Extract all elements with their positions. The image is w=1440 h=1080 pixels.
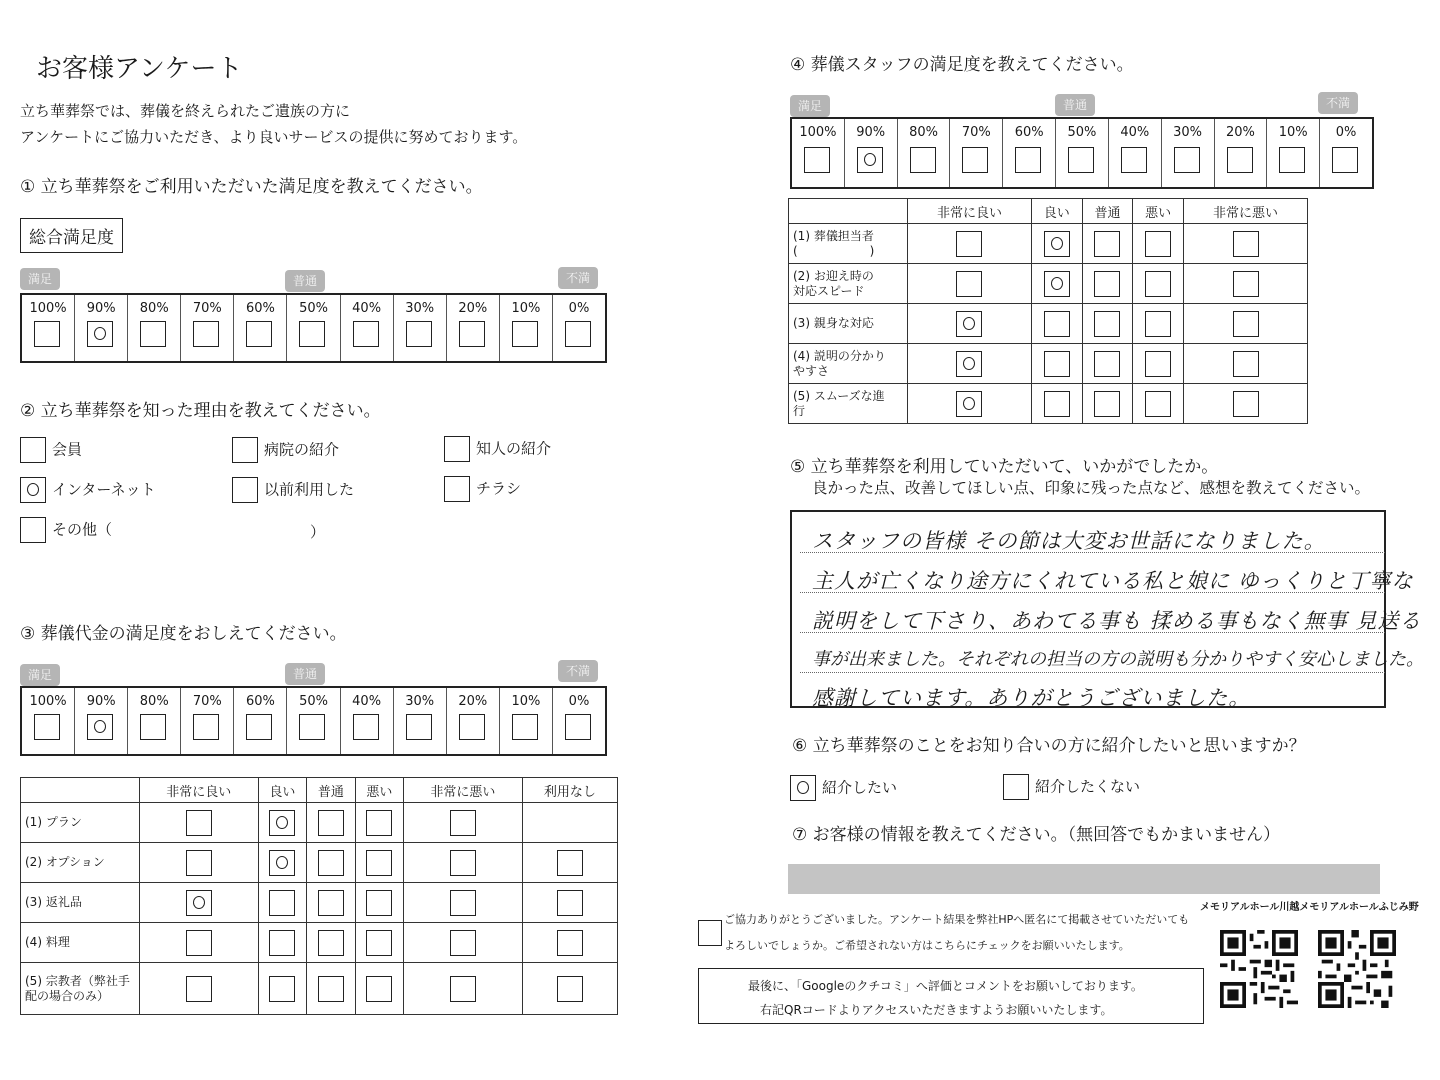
checkbox[interactable] — [186, 890, 212, 916]
q3-checkbox-70[interactable] — [193, 714, 219, 740]
option-member[interactable] — [20, 437, 82, 463]
checkbox[interactable] — [1044, 311, 1070, 337]
q1-checkbox-20[interactable] — [459, 321, 485, 347]
checkbox[interactable] — [366, 810, 392, 836]
scale-cell: 60% — [234, 295, 287, 361]
scale-cell: 0% — [553, 688, 605, 754]
q3-checkbox-30[interactable] — [406, 714, 432, 740]
option-label: チラシ — [476, 479, 522, 498]
q3-checkbox-80[interactable] — [140, 714, 166, 740]
consent-text-2: よろしいでしょうか。ご希望されない方はこちらにチェックをお願いいたします。 — [724, 939, 1130, 952]
q3-cost-satisfaction-scale — [20, 686, 607, 756]
checkbox[interactable] — [186, 810, 212, 836]
q3-checkbox-90[interactable] — [87, 714, 113, 740]
table-row — [789, 344, 1308, 384]
header-blank — [21, 778, 140, 803]
qr-code-icon[interactable] — [1220, 930, 1298, 1008]
col-header: 普通 — [1082, 199, 1133, 224]
checkbox[interactable] — [444, 436, 470, 462]
q4-checkbox-0[interactable] — [1332, 147, 1358, 173]
row-label: (1) 葬儀担当者 ( ) — [789, 224, 908, 264]
checkbox[interactable] — [956, 231, 982, 257]
option-flyer[interactable] — [444, 476, 521, 502]
row-label: (1) プラン — [21, 803, 140, 843]
col-header: 非常に悪い — [404, 778, 523, 803]
checkbox[interactable] — [269, 850, 295, 876]
intro-line-2: アンケートにご協力いただき、より良いサービスの提供に努めております。 — [20, 128, 528, 146]
scale-cell: 10% — [1267, 119, 1320, 187]
checkbox[interactable] — [1145, 271, 1171, 297]
question-5: ⑤ 立ち華葬祭を利用していただいて、いかがでしたか。 — [790, 457, 1219, 477]
checkbox[interactable] — [269, 976, 295, 1002]
question-4: ④ 葬儀スタッフの満足度を教えてください。 — [790, 55, 1134, 75]
circle-mark — [276, 816, 288, 829]
scale-cell: 90% — [845, 119, 898, 187]
table-row — [21, 963, 618, 1015]
scale-cell: 10% — [500, 688, 553, 754]
scale-cell: 30% — [394, 688, 447, 754]
scale-cell: 100% — [22, 295, 75, 361]
option-label: 紹介したい — [822, 778, 898, 797]
checkbox[interactable] — [20, 437, 46, 463]
q3-cost-detail-table — [20, 777, 618, 1015]
checkbox[interactable] — [366, 890, 392, 916]
checkbox[interactable] — [450, 810, 476, 836]
normal-pill: 普通 — [285, 663, 325, 685]
scale-cell: 20% — [447, 688, 500, 754]
q4-checkbox-10[interactable] — [1279, 147, 1305, 173]
q4-checkbox-70[interactable] — [962, 147, 988, 173]
checkbox[interactable] — [269, 810, 295, 836]
overall-satisfaction-label: 総合満足度 — [20, 218, 123, 253]
checkbox[interactable] — [1044, 351, 1070, 377]
checkbox[interactable] — [1145, 351, 1171, 377]
checkbox[interactable] — [444, 476, 470, 502]
scale-cell: 20% — [1215, 119, 1268, 187]
col-header: 非常に悪い — [1184, 199, 1308, 224]
option-recommend-no[interactable] — [1003, 774, 1140, 800]
q1-checkbox-10[interactable] — [512, 321, 538, 347]
q1-satisfaction-scale — [20, 293, 607, 363]
circle-mark — [1051, 277, 1063, 290]
checkbox[interactable] — [1233, 231, 1259, 257]
col-header: 良い — [258, 778, 307, 803]
circle-mark — [963, 317, 975, 330]
checkbox[interactable] — [232, 477, 258, 503]
q4-checkbox-60[interactable] — [1015, 147, 1041, 173]
col-header: 普通 — [307, 778, 356, 803]
checkbox[interactable] — [1003, 774, 1029, 800]
q3-checkbox-60[interactable] — [246, 714, 272, 740]
circle-mark — [27, 483, 39, 496]
checkbox[interactable] — [269, 930, 295, 956]
qr-code-icon[interactable] — [1318, 930, 1396, 1008]
scale-cell: 70% — [950, 119, 1003, 187]
scale-cell: 30% — [394, 295, 447, 361]
q3-checkbox-20[interactable] — [459, 714, 485, 740]
row-label: (5) スムーズな進 行 — [789, 384, 908, 424]
option-other[interactable] — [20, 517, 112, 543]
checkbox[interactable] — [1233, 311, 1259, 337]
question-3: ③ 葬儀代金の満足度をおしえてください。 — [20, 624, 347, 644]
circle-mark — [193, 896, 205, 909]
question-2: ② 立ち華葬祭を知った理由を教えてください。 — [20, 401, 381, 421]
consent-checkbox[interactable] — [698, 920, 722, 946]
question-6: ⑥ 立ち華葬祭のことをお知り合いの方に紹介したいと思いますか？ — [792, 736, 1306, 756]
scale-cell: 50% — [287, 295, 340, 361]
checkbox[interactable] — [366, 976, 392, 1002]
table-row — [21, 883, 618, 923]
col-header: 非常に良い — [908, 199, 1032, 224]
circle-mark — [963, 397, 975, 410]
q3-checkbox-50[interactable] — [299, 714, 325, 740]
table-row — [21, 843, 618, 883]
checkbox[interactable] — [956, 391, 982, 417]
q1-checkbox-90[interactable] — [87, 321, 113, 347]
table-row — [21, 803, 618, 843]
checkbox[interactable] — [186, 930, 212, 956]
google-review-text-2: 右記QRコードよりアクセスいただきますようお願いいたします。 — [760, 1003, 1113, 1017]
scale-cell: 100% — [792, 119, 845, 187]
scale-cell: 10% — [500, 295, 553, 361]
question-1: ① 立ち華葬祭をご利用いただいた満足度を教えてください。 — [20, 177, 483, 197]
option-internet[interactable] — [20, 477, 156, 503]
checkbox[interactable] — [450, 850, 476, 876]
checkbox[interactable] — [366, 930, 392, 956]
q4-staff-satisfaction-scale — [790, 117, 1374, 189]
checkbox[interactable] — [557, 890, 583, 916]
circle-mark — [864, 153, 876, 166]
comment-line-4: 事が出来ました。それぞれの担当の方の説明も分かりやすく安心しました。 — [812, 649, 1424, 670]
option-label: 紹介したくない — [1035, 777, 1141, 796]
header-blank — [789, 199, 908, 224]
checkbox[interactable] — [1233, 271, 1259, 297]
checkbox[interactable] — [232, 437, 258, 463]
q4-checkbox-90[interactable] — [857, 147, 883, 173]
checkbox[interactable] — [450, 976, 476, 1002]
redacted-customer-info — [788, 864, 1380, 894]
checkbox[interactable] — [1044, 231, 1070, 257]
question-7: ⑦ お客様の情報を教えてください。（無回答でもかまいません） — [792, 825, 1281, 845]
checkbox[interactable] — [366, 850, 392, 876]
table-row — [789, 264, 1308, 304]
q4-checkbox-40[interactable] — [1121, 147, 1147, 173]
scale-cell: 40% — [341, 688, 394, 754]
option-previous-use[interactable] — [232, 477, 354, 503]
scale-cell: 0% — [553, 295, 605, 361]
comment-line-5: 感謝しています。ありがとうございました。 — [812, 686, 1251, 710]
row-label: (2) オプション — [21, 843, 140, 883]
q3-checkbox-0[interactable] — [565, 714, 591, 740]
checkbox[interactable] — [318, 810, 344, 836]
checkbox[interactable] — [318, 976, 344, 1002]
checkbox[interactable] — [1094, 311, 1120, 337]
checkbox[interactable] — [956, 271, 982, 297]
checkbox[interactable] — [318, 850, 344, 876]
table-row — [789, 384, 1308, 424]
option-label: 会員 — [52, 440, 83, 459]
scale-cell: 50% — [287, 688, 340, 754]
checkbox[interactable] — [20, 477, 46, 503]
table-row — [789, 304, 1308, 344]
option-label: 病院の紹介 — [264, 440, 340, 459]
scale-cell: 90% — [75, 688, 128, 754]
checkbox[interactable] — [956, 311, 982, 337]
checkbox[interactable] — [557, 850, 583, 876]
row-label: (5) 宗教者（弊社手配の場合のみ） — [21, 963, 140, 1015]
option-acquaintance[interactable] — [444, 436, 551, 462]
q4-staff-detail-table — [788, 198, 1308, 424]
dissatisfied-pill: 不満 — [1318, 92, 1358, 114]
q1-checkbox-100[interactable] — [34, 321, 60, 347]
circle-mark — [94, 327, 106, 340]
checkbox[interactable] — [318, 930, 344, 956]
col-header: 悪い — [355, 778, 404, 803]
col-header: 悪い — [1133, 199, 1184, 224]
col-header: 非常に良い — [140, 778, 259, 803]
checkbox[interactable] — [1094, 391, 1120, 417]
q3-checkbox-40[interactable] — [353, 714, 379, 740]
scale-cell: 40% — [341, 295, 394, 361]
q1-checkbox-40[interactable] — [353, 321, 379, 347]
option-recommend-yes[interactable] — [790, 775, 897, 801]
q3-checkbox-100[interactable] — [34, 714, 60, 740]
circle-mark — [963, 357, 975, 370]
comment-line-3: 説明をして下さり、あわてる事も 揉める事もなく無事 見送る — [812, 609, 1422, 633]
scale-cell: 100% — [22, 688, 75, 754]
checkbox[interactable] — [1044, 271, 1070, 297]
google-review-text-1: 最後に、「Googleのクチコミ」へ評価とコメントをお願いしております。 — [748, 979, 1143, 993]
q1-checkbox-30[interactable] — [406, 321, 432, 347]
checkbox[interactable] — [557, 930, 583, 956]
col-header: 利用なし — [522, 778, 617, 803]
scale-cell: 80% — [128, 295, 181, 361]
checkbox[interactable] — [1094, 271, 1120, 297]
q1-checkbox-60[interactable] — [246, 321, 272, 347]
intro-line-1: 立ち華葬祭では、葬儀を終えられたご遺族の方に — [20, 102, 351, 120]
row-label: (2) お迎え時の 対応スピード — [789, 264, 908, 304]
satisfied-pill: 満足 — [20, 664, 60, 686]
q1-checkbox-50[interactable] — [299, 321, 325, 347]
scale-cell: 60% — [1003, 119, 1056, 187]
circle-mark — [797, 781, 809, 794]
scale-cell: 0% — [1320, 119, 1372, 187]
q4-checkbox-80[interactable] — [910, 147, 936, 173]
checkbox[interactable] — [269, 890, 295, 916]
dissatisfied-pill: 不満 — [558, 267, 598, 289]
comment-line-1: スタッフの皆様 その節は大変お世話になりました。 — [812, 529, 1326, 553]
table-row — [21, 923, 618, 963]
checkbox[interactable] — [450, 890, 476, 916]
scale-cell: 70% — [181, 295, 234, 361]
option-hospital[interactable] — [232, 437, 339, 463]
checkbox[interactable] — [1044, 391, 1070, 417]
q4-checkbox-30[interactable] — [1174, 147, 1200, 173]
scale-cell: 80% — [128, 688, 181, 754]
checkbox[interactable] — [956, 351, 982, 377]
q1-checkbox-0[interactable] — [565, 321, 591, 347]
hall-names: メモリアルホール川越メモリアルホールふじみ野 — [1200, 902, 1419, 913]
other-close-paren: ） — [310, 523, 326, 541]
checkbox[interactable] — [1145, 231, 1171, 257]
scale-cell: 60% — [234, 688, 287, 754]
scale-cell: 30% — [1162, 119, 1215, 187]
q1-checkbox-70[interactable] — [193, 321, 219, 347]
checkbox[interactable] — [186, 976, 212, 1002]
option-label: その他（ — [52, 520, 113, 539]
comment-line-2: 主人が亡くなり途方にくれている私と娘に ゆっくりと丁寧な — [812, 569, 1414, 593]
normal-pill: 普通 — [1055, 94, 1095, 116]
scale-cell: 80% — [898, 119, 951, 187]
consent-text-1: ご協力ありがとうございました。アンケート結果を弊社HPへ匿名にて掲載させていただいても — [724, 913, 1190, 926]
normal-pill: 普通 — [285, 270, 325, 292]
option-label: インターネット — [52, 480, 156, 499]
checkbox[interactable] — [450, 930, 476, 956]
checkbox[interactable] — [557, 976, 583, 1002]
option-label: 知人の紹介 — [476, 439, 552, 458]
scale-cell: 50% — [1056, 119, 1109, 187]
checkbox[interactable] — [20, 517, 46, 543]
scale-cell: 20% — [447, 295, 500, 361]
satisfied-pill: 満足 — [790, 95, 830, 117]
q4-checkbox-50[interactable] — [1068, 147, 1094, 173]
scale-cell: 70% — [181, 688, 234, 754]
row-label: (4) 説明の分かり やすさ — [789, 344, 908, 384]
dissatisfied-pill: 不満 — [558, 660, 598, 682]
q1-checkbox-80[interactable] — [140, 321, 166, 347]
table-row — [789, 224, 1308, 264]
option-label: 以前利用した — [264, 480, 355, 499]
row-label: (3) 親身な対応 — [789, 304, 908, 344]
survey-title: お客様アンケート — [36, 54, 243, 84]
checkbox[interactable] — [1145, 311, 1171, 337]
checkbox[interactable] — [1094, 231, 1120, 257]
question-5-subtext: 良かった点、改善してほしい点、印象に残った点など、感想を教えてください。 — [812, 479, 1371, 497]
circle-mark — [276, 856, 288, 869]
checkbox[interactable] — [1145, 391, 1171, 417]
row-label: (4) 料理 — [21, 923, 140, 963]
scale-cell: 90% — [75, 295, 128, 361]
q3-checkbox-10[interactable] — [512, 714, 538, 740]
checkbox[interactable] — [1233, 351, 1259, 377]
row-label: (3) 返礼品 — [21, 883, 140, 923]
checkbox[interactable] — [1094, 351, 1120, 377]
q4-checkbox-20[interactable] — [1227, 147, 1253, 173]
circle-mark — [1051, 237, 1063, 250]
scale-cell: 40% — [1109, 119, 1162, 187]
circle-mark — [94, 720, 106, 733]
checkbox[interactable] — [1233, 391, 1259, 417]
col-header: 良い — [1031, 199, 1082, 224]
checkbox[interactable] — [790, 775, 816, 801]
checkbox[interactable] — [186, 850, 212, 876]
q4-checkbox-100[interactable] — [804, 147, 830, 173]
satisfied-pill: 満足 — [20, 268, 60, 290]
checkbox[interactable] — [318, 890, 344, 916]
